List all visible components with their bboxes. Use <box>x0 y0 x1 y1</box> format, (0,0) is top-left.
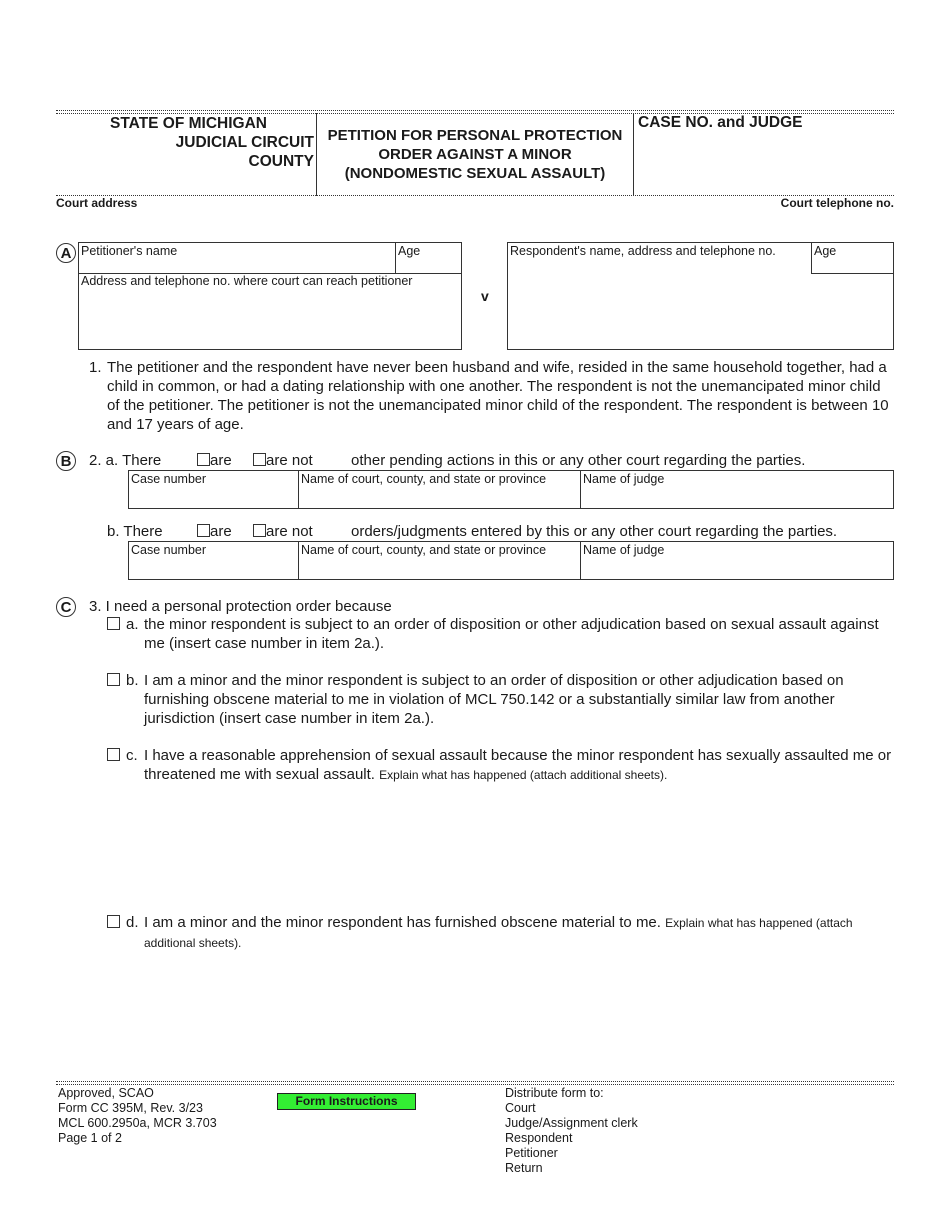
county-label: COUNTY <box>248 153 314 170</box>
table-2b-court-cell[interactable] <box>299 542 581 579</box>
footer-rule-2 <box>56 1084 894 1085</box>
table-2a-case-label: Case number <box>131 472 207 486</box>
table-2b <box>128 541 894 580</box>
approved-label: Approved, SCAO <box>58 1086 154 1100</box>
item-2b-prefix: b. There <box>107 523 163 540</box>
item-3d-checkbox[interactable] <box>107 915 120 928</box>
table-2b-judge-cell[interactable] <box>581 542 893 579</box>
form-number-label: Form CC 395M, Rev. 3/23 <box>58 1101 203 1115</box>
item-3d-letter: d. <box>126 914 139 931</box>
table-2b-judge-label: Name of judge <box>583 543 665 557</box>
table-2b-case-cell[interactable] <box>129 542 299 579</box>
page-number-label: Page 1 of 2 <box>58 1131 122 1145</box>
petitioner-age-divider <box>395 243 396 273</box>
header-divider-2 <box>633 113 634 196</box>
petitioner-name-field[interactable]: Petitioner's name <box>81 244 178 258</box>
respondent-box[interactable] <box>507 242 894 350</box>
petitioner-age-field[interactable]: Age <box>398 244 421 258</box>
item-3c-block <box>144 746 899 785</box>
item-3c-checkbox[interactable] <box>107 748 120 761</box>
table-2a-court-label: Name of court, county, and state or province <box>301 472 547 486</box>
court-header <box>56 114 314 171</box>
item-2b-are-not-label: are not <box>266 523 313 540</box>
table-2a-court-cell[interactable] <box>299 471 581 508</box>
table-2a-case-cell[interactable] <box>129 471 299 508</box>
circuit-label: JUDICIAL CIRCUIT <box>175 134 314 151</box>
item-2a-are-not-label: are not <box>266 452 313 469</box>
title-line-1: PETITION FOR PERSONAL PROTECTION <box>327 127 623 144</box>
court-telephone-label: Court telephone no. <box>780 196 894 210</box>
item-3d-note: Explain what has happened (attach additional sheets). <box>144 916 853 950</box>
table-2a <box>128 470 894 509</box>
item-2b-suffix: orders/judgments entered by this or any other court regarding the parties. <box>351 523 838 540</box>
table-2b-case-label: Case number <box>131 543 207 557</box>
item-3c-text: I have a reasonable apprehension of sexual assault because the minor respondent has sexually assaulted me or threatened me with sexual assault. <box>144 747 892 783</box>
item-1-number: 1. <box>89 359 102 376</box>
petitioner-address-field[interactable]: Address and telephone no. where court can reach petitioner <box>81 274 413 288</box>
distribute-return: Return <box>505 1161 543 1175</box>
item-1-text: The petitioner and the respondent have never been husband and wife, resided in the same household together, had a child in common, or had a dating relationship with one another. The respondent is not the unemancipated minor child of the petitioner. The petitioner is not the unemancipated minor child of the respondent. The respondent is between 10 and 17 years of age. <box>107 359 889 433</box>
distribute-label: Distribute form to: <box>505 1086 604 1100</box>
distribute-court: Court <box>505 1101 536 1115</box>
item-2a-are-not-checkbox[interactable] <box>253 453 266 466</box>
section-b-marker: B <box>56 451 76 471</box>
item-2b-are-checkbox[interactable] <box>197 524 210 537</box>
item-3d-block <box>144 913 889 953</box>
item-3b-letter: b. <box>126 672 139 689</box>
header-divider-1 <box>316 113 317 196</box>
distribution-list <box>505 1086 638 1176</box>
versus-label: v <box>481 288 489 304</box>
title-line-3: (NONDOMESTIC SEXUAL ASSAULT) <box>344 165 606 182</box>
form-instructions-button[interactable]: Form Instructions <box>277 1093 416 1110</box>
item-2b-are-not[interactable] <box>253 522 313 541</box>
item-3b-text: I am a minor and the minor respondent is subject to an order of disposition or other adjudication based on furnishing obscene material to me in violation of MCL 750.142 or a substantially similar law from another jurisdiction (insert case number in item 2a.). <box>144 672 844 727</box>
court-address-label: Court address <box>56 196 138 210</box>
distribute-petitioner: Petitioner <box>505 1146 558 1160</box>
item-2a-prefix: 2. a. There <box>89 452 162 469</box>
case-no-label: CASE NO. and JUDGE <box>638 114 803 131</box>
respondent-age-box[interactable] <box>811 243 893 274</box>
respondent-age-field: Age <box>814 244 837 258</box>
item-2a-suffix: other pending actions in this or any other court regarding the parties. <box>351 452 806 469</box>
item-2b-are-label: are <box>210 523 232 540</box>
table-2a-judge-cell[interactable] <box>581 471 893 508</box>
item-3d-text: I am a minor and the minor respondent has furnished obscene material to me. <box>144 914 661 931</box>
mcl-label: MCL 600.2950a, MCR 3.703 <box>58 1116 217 1130</box>
item-3a-text: the minor respondent is subject to an order of disposition or other adjudication based on sexual assault against me (insert case number in item 2a.). <box>144 616 879 652</box>
table-2b-court-label: Name of court, county, and state or province <box>301 543 547 557</box>
item-2a-are-label: are <box>210 452 232 469</box>
item-2b-are-not-checkbox[interactable] <box>253 524 266 537</box>
state-label: STATE OF MICHIGAN <box>110 115 267 132</box>
header-bottom-rule <box>56 195 894 196</box>
item-2a-are-checkbox[interactable] <box>197 453 210 466</box>
form-info <box>58 1086 217 1146</box>
table-2a-judge-label: Name of judge <box>583 472 665 486</box>
form-title <box>318 126 632 183</box>
item-3a-letter: a. <box>126 616 139 633</box>
item-2b-are[interactable] <box>197 522 232 541</box>
footer-rule-1 <box>56 1081 894 1082</box>
item-3a-checkbox[interactable] <box>107 617 120 630</box>
section-a-marker: A <box>56 243 76 263</box>
distribute-judge: Judge/Assignment clerk <box>505 1116 638 1130</box>
header-top-rule <box>56 110 894 111</box>
petitioner-box <box>78 242 462 350</box>
item-2a-are-not[interactable] <box>253 451 313 470</box>
item-2a-are[interactable] <box>197 451 232 470</box>
respondent-field[interactable]: Respondent's name, address and telephone no. <box>510 244 776 258</box>
title-line-2: ORDER AGAINST A MINOR <box>378 146 572 163</box>
distribute-respondent: Respondent <box>505 1131 573 1145</box>
item-3c-note: Explain what has happened (attach additional sheets). <box>379 768 668 782</box>
item-3b-checkbox[interactable] <box>107 673 120 686</box>
section-c-marker: C <box>56 597 76 617</box>
item-3-text: 3. I need a personal protection order because <box>89 598 392 615</box>
item-3c-letter: c. <box>126 747 138 764</box>
